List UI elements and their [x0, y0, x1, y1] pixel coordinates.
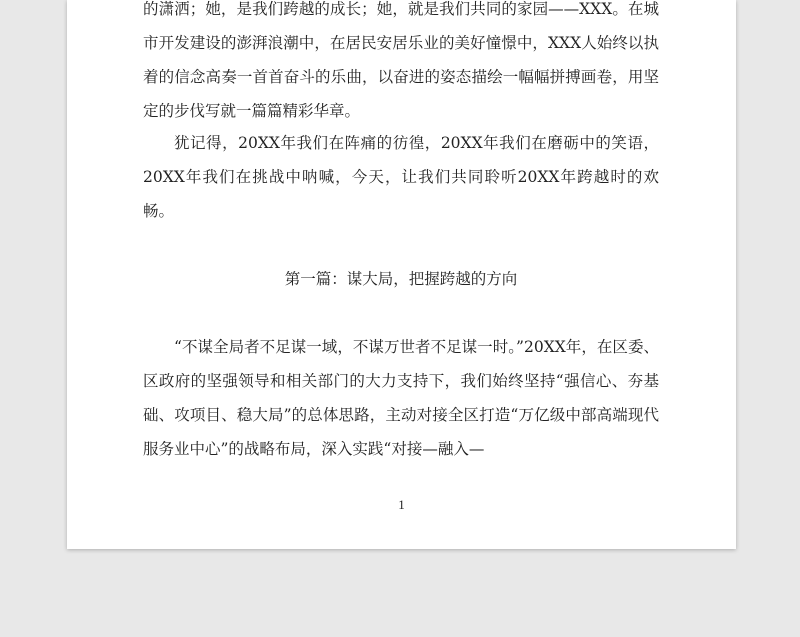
document-page: [67, 0, 736, 549]
paragraph-top: 的潇洒；她，是我们跨越的成长；她，就是我们共同的家园——XXX。在城市开发建设的澎湃浪潮中，在居民安居乐业的美好憧憬中，XXX人始终以执着的信念高奏一首首奋斗的乐曲，以奋进的姿态描绘一幅幅拼搏画卷，用坚定的步伐写就一篇篇精彩华章。: [143, 0, 659, 120]
paragraph-section: “不谋全局者不足谋一域，不谋万世者不足谋一时。”20XX年，在区委、区政府的坚强领导和相关部门的大力支持下，我们始终坚持“强信心、夯基础、攻项目、稳大局”的总体思路，主动对接全区打造“万亿级中部高端现代服务业中心”的战略布局，深入实践“对接—融入—: [143, 338, 659, 458]
paragraph-memory: 犹记得，20XX年我们在阵痛的彷徨，20XX年我们在磨砺中的笑语，20XX年我们在挑战中呐喊，今天，让我们共同聆听20XX年跨越时的欢畅。: [143, 134, 659, 220]
section-heading: 第一篇：谋大局，把握跨越的方向: [284, 270, 518, 288]
page-number: 1: [398, 497, 405, 512]
